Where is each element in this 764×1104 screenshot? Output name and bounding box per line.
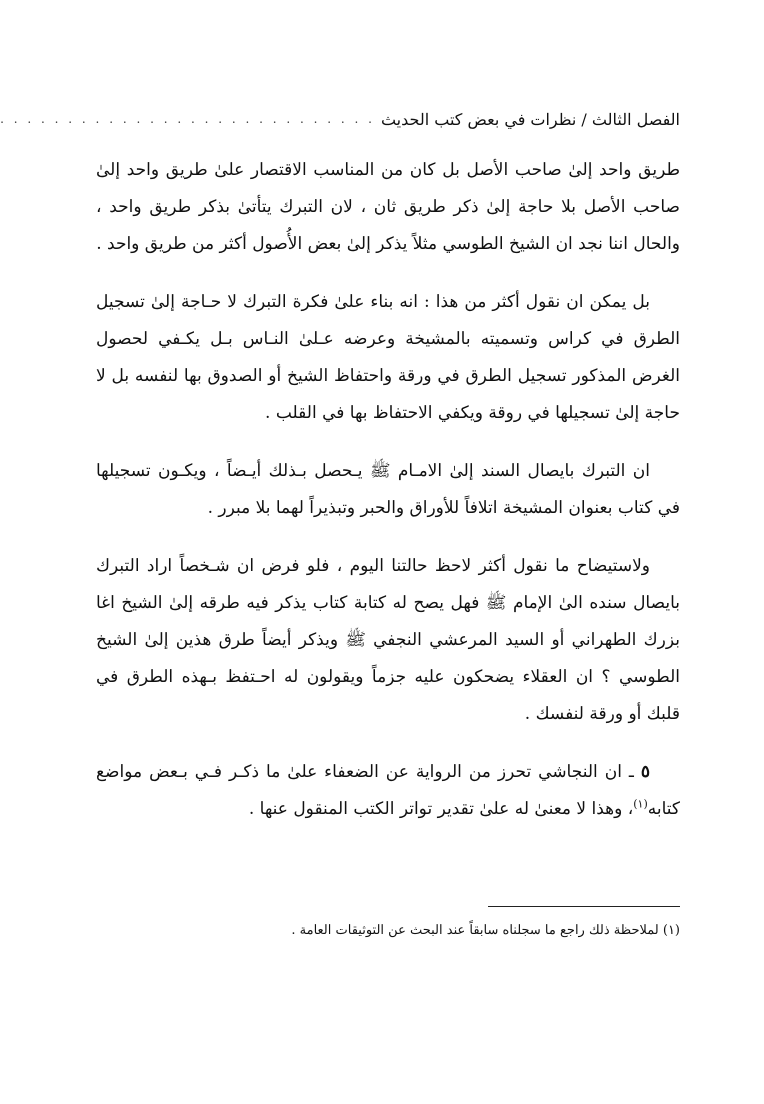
item-text: ان النجاشي تحرز من الرواية عن الضعفاء علىٰ ما ذكـر فـي بـعض مواضع كتابه [96, 762, 680, 819]
item-text-continued: ، وهذا لا معنىٰ له علىٰ تقدير تواتر الكتب المنقول عنها . [248, 799, 634, 819]
paragraph: ولاستيضاح ما نقول أكثر لاحظ حالتنا اليوم ، فلو فرض ان شـخصاً اراد التبرك بايصال سنده الىٰ الإمام ﷺ فهل يصح له كتابة كتاب يذكر فيه طرقه إلىٰ الشيخ اغا بزرك الطهراني أو السيد المرعشي النجفي ﷺ ويذكر أيضاً طرق هذين إلىٰ الشيخ الطوسي ؟ ان العقلاء يضحكون عليه جزماً ويقولون له احـتفظ بـهذه الطرق في قلبك أو ورقة لنفسك . [96, 556, 680, 724]
footnote-reference[interactable]: (١) [633, 797, 648, 811]
paragraph: طريق واحد إلىٰ صاحب الأصل بل كان من المناسب الاقتصار علىٰ طريق واحد إلىٰ صاحب الأصل بلا حاجة إلىٰ ذكر طريق ثان ، لان التبرك يتأتىٰ بذكر طريق واحد ، والحال اننا نجد ان الشيخ الطوسي مثلاً يذكر إلىٰ بعض الأُصول أكثر من طريق واحد . [96, 160, 680, 254]
numbered-item-5 [96, 754, 680, 828]
item-dash: ـ [628, 762, 634, 782]
footnote-marker: (١) [662, 923, 680, 938]
running-header [0, 104, 680, 134]
main-text [96, 152, 680, 849]
chapter-title: الفصل الثالث / نظرات في بعض كتب الحديث [380, 109, 680, 129]
footnote [96, 920, 680, 942]
paragraph: بل يمكن ان نقول أكثر من هذا : انه بناء علىٰ فكرة التبرك لا حـاجة إلىٰ تسجيل الطرق في كراس وتسميته بالمشيخة وعرضه عـلىٰ النـاس بـل يكـفي لحصول الغرض المذكور تسجيل الطرق في ورقة واحتفاظ الشيخ أو الصدوق بها لنفسه بل لا حاجة إلىٰ تسجيلها في روقة ويكفي الاحتفاظ بها في القلب . [96, 292, 680, 423]
footnote-separator [488, 906, 680, 907]
footnote-text: لملاحظة ذلك راجع ما سجلناه سابقاً عند البحث عن التوثيقات العامة . [291, 923, 659, 938]
dot-leader: . . . . . . . . . . . . . . . . . . . . . . . . . . . . [0, 112, 375, 126]
paragraph: ان التبرك بايصال السند إلىٰ الامـام ﷺ يـحصل بـذلك أيـضاً ، ويكـون تسجيلها في كتاب بعنوان المشيخة اتلافاً للأوراق والحبر وتبذيراً لهما بلا مبرر . [96, 461, 680, 518]
item-number: ٥ [640, 762, 651, 782]
